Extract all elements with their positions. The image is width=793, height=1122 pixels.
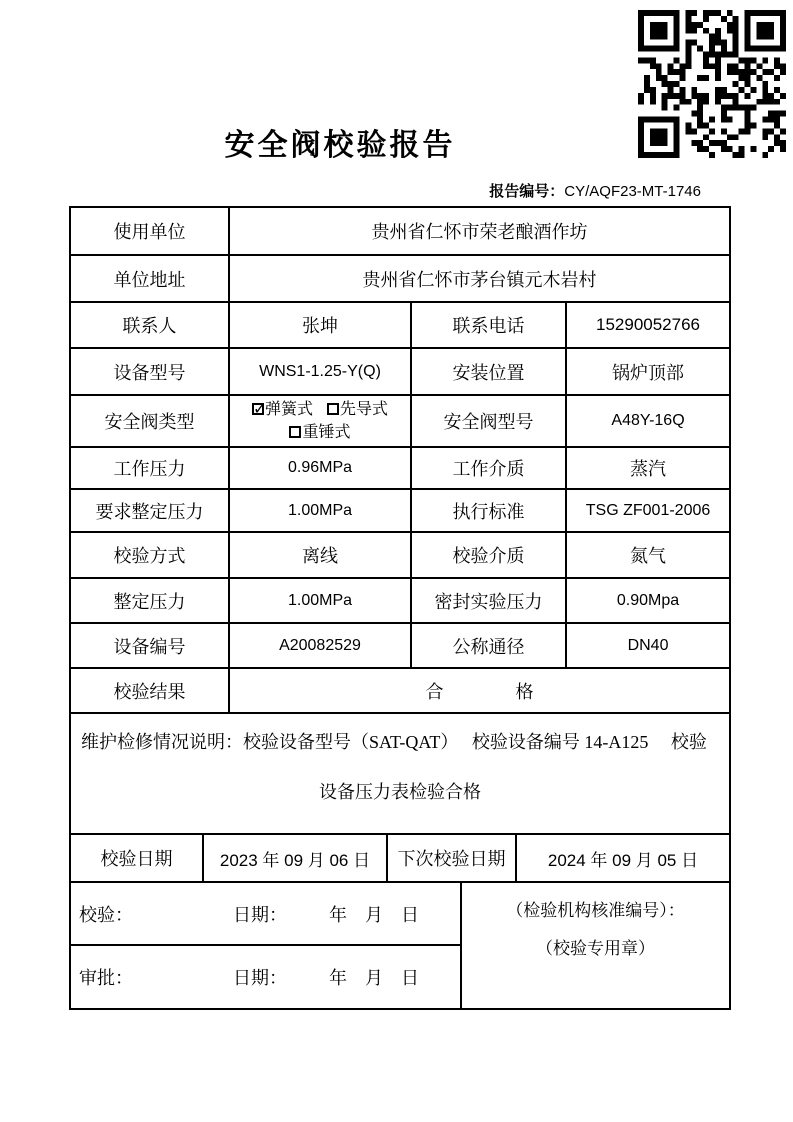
report-table	[69, 206, 729, 1010]
device-number-value: A20082529	[229, 623, 411, 668]
maintenance-note-line1: 维护检修情况说明：校验设备型号（SAT-QAT） 校验设备编号 14-A125 校验	[81, 732, 707, 753]
report-number-value: CY/AQF23-MT-1746	[564, 183, 701, 200]
table-row	[70, 348, 730, 395]
required-set-pressure-value: 1.00MPa	[229, 489, 411, 532]
calibration-medium-value: 氮气	[566, 532, 730, 578]
valve-type-option-spring	[252, 401, 313, 418]
set-pressure-value: 1.00MPa	[229, 578, 411, 623]
org-stamp-cell	[461, 882, 730, 1009]
set-pressure-label: 整定压力	[70, 578, 229, 623]
unit-address-label: 单位地址	[70, 255, 229, 302]
calibrator-label: 校验：	[79, 904, 133, 925]
main-info-table	[69, 206, 731, 835]
nominal-diameter-label: 公称通径	[411, 623, 566, 668]
install-position-label: 安装位置	[411, 348, 566, 395]
table-row	[70, 882, 730, 945]
org-approval-number-label: （检验机构核准编号）：	[506, 901, 685, 921]
use-unit-value: 贵州省仁怀市荣老酿酒作坊	[229, 207, 730, 255]
maintenance-note-line2: 设备压力表检验合格	[319, 782, 482, 803]
calibrator-date-label: 日期：	[233, 904, 287, 925]
page-title: 安全阀校验报告	[224, 129, 456, 162]
approver-label: 审批：	[79, 968, 133, 989]
calibrator-signature-cell	[70, 882, 461, 945]
calibration-date-label: 校验日期	[70, 834, 203, 882]
option-label: 先导式	[340, 401, 389, 418]
result-label: 校验结果	[70, 668, 229, 713]
table-row	[70, 623, 730, 668]
checkbox-unchecked-icon	[327, 403, 339, 415]
table-row	[70, 578, 730, 623]
phone-value: 15290052766	[566, 302, 730, 348]
dates-table	[69, 833, 731, 883]
table-row	[70, 302, 730, 348]
next-calibration-date-label: 下次校验日期	[387, 834, 516, 882]
result-value: 合 格	[229, 668, 730, 713]
valve-model-label: 安全阀型号	[411, 395, 566, 447]
table-row	[70, 713, 730, 834]
valve-model-value: A48Y-16Q	[566, 395, 730, 447]
device-model-label: 设备型号	[70, 348, 229, 395]
calibration-method-label: 校验方式	[70, 532, 229, 578]
approver-date-label: 日期：	[233, 968, 287, 989]
table-row	[70, 532, 730, 578]
work-pressure-value: 0.96MPa	[229, 447, 411, 489]
contact-value: 张坤	[229, 302, 411, 348]
install-position-value: 锅炉顶部	[566, 348, 730, 395]
table-row	[70, 668, 730, 713]
phone-label: 联系电话	[411, 302, 566, 348]
table-row	[70, 207, 730, 255]
valve-type-label: 安全阀类型	[70, 395, 229, 447]
option-label: 弹簧式	[264, 401, 313, 418]
use-unit-label: 使用单位	[70, 207, 229, 255]
valve-type-options	[229, 395, 411, 447]
checkbox-unchecked-icon	[289, 426, 301, 438]
device-model-value: WNS1-1.25-Y(Q)	[229, 348, 411, 395]
work-medium-value: 蒸汽	[566, 447, 730, 489]
standard-value: TSG ZF001-2006	[566, 489, 730, 532]
checkbox-checked-icon	[252, 399, 267, 418]
contact-label: 联系人	[70, 302, 229, 348]
org-stamp-label: （校验专用章）	[536, 939, 655, 959]
work-medium-label: 工作介质	[411, 447, 566, 489]
calibration-medium-label: 校验介质	[411, 532, 566, 578]
table-row	[70, 489, 730, 532]
valve-type-option-pilot	[327, 401, 388, 418]
next-calibration-date-value: 2024 年 09 月 05 日	[516, 834, 730, 882]
required-set-pressure-label: 要求整定压力	[70, 489, 229, 532]
calibration-method-value: 离线	[229, 532, 411, 578]
calibration-date-value: 2023 年 09 月 06 日	[203, 834, 387, 882]
device-number-label: 设备编号	[70, 623, 229, 668]
standard-label: 执行标准	[411, 489, 566, 532]
table-row	[70, 834, 730, 882]
table-row	[70, 447, 730, 489]
signatures-table	[69, 881, 731, 1010]
approver-ymd: 年 月 日	[329, 968, 419, 989]
report-number-label: 报告编号：	[489, 183, 565, 200]
nominal-diameter-value: DN40	[566, 623, 730, 668]
unit-address-value: 贵州省仁怀市茅台镇元木岩村	[229, 255, 730, 302]
table-row	[70, 395, 730, 447]
table-row	[70, 255, 730, 302]
seal-test-pressure-value: 0.90Mpa	[566, 578, 730, 623]
check-mark-icon: ✓	[252, 399, 267, 418]
valve-type-option-weight	[289, 424, 350, 441]
approver-signature-cell	[70, 945, 461, 1009]
seal-test-pressure-label: 密封实验压力	[411, 578, 566, 623]
maintenance-note	[70, 713, 730, 834]
report-number	[69, 180, 729, 201]
option-label: 重锤式	[302, 424, 351, 442]
work-pressure-label: 工作压力	[70, 447, 229, 489]
calibrator-ymd: 年 月 日	[329, 904, 419, 925]
